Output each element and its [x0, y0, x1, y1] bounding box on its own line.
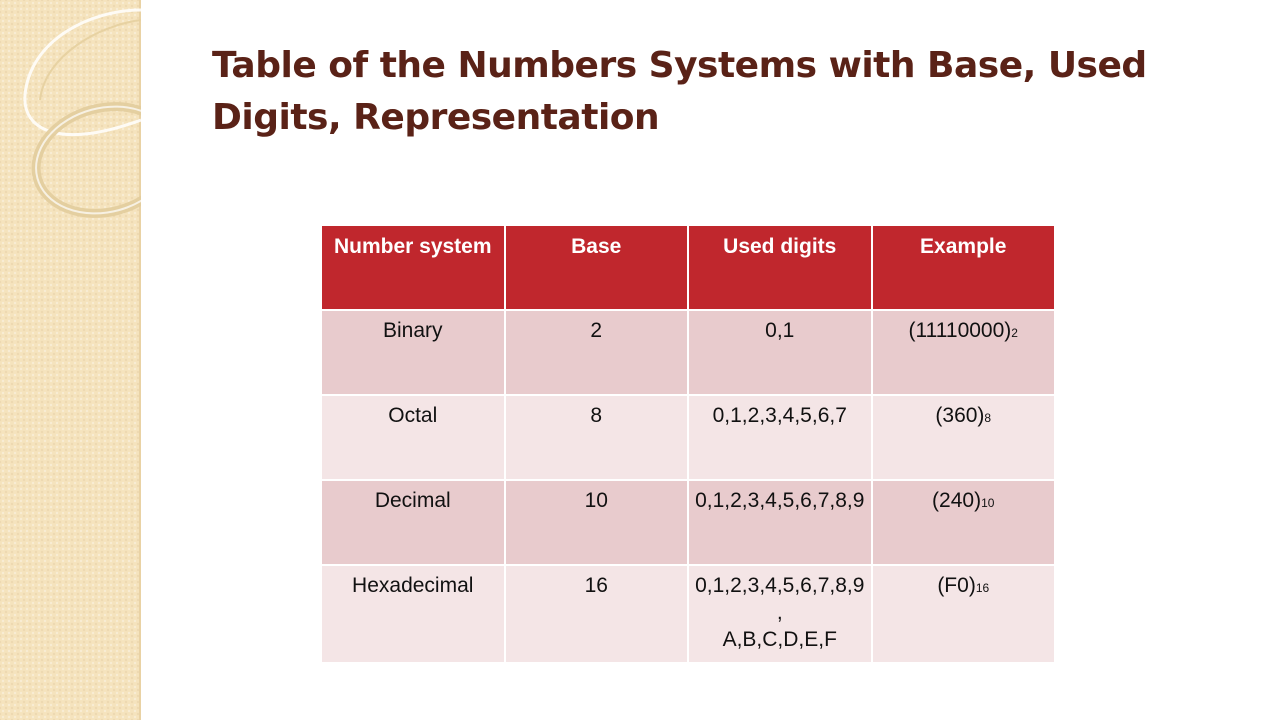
- example-base-subscript: 8: [984, 411, 992, 425]
- table-row-decimal: [321, 480, 1055, 565]
- example-base-subscript: 10: [981, 496, 995, 510]
- cell-digits: [688, 395, 872, 480]
- example-base-subscript: 16: [975, 581, 990, 595]
- digits-line: 0,1,2,3,4,5,6,7: [712, 404, 847, 427]
- digits-line: A,B,C,D,E,F: [722, 628, 837, 651]
- cell-base: 8: [505, 395, 689, 480]
- slide-title: Table of the Numbers Systems with Base, Used Digits, Representation: [212, 45, 1147, 138]
- cell-base: 16: [505, 565, 689, 663]
- cell-digits: [688, 565, 872, 663]
- number-systems-table: [320, 224, 1056, 664]
- cell-system: Decimal: [321, 480, 505, 565]
- cell-example: [872, 310, 1056, 395]
- cell-system: Octal: [321, 395, 505, 480]
- cell-example: [872, 565, 1056, 663]
- example-value: (11110000): [908, 319, 1012, 342]
- cell-base: 2: [505, 310, 689, 395]
- header-base: Base: [505, 225, 689, 310]
- table-row-binary: [321, 310, 1055, 395]
- example-value: (360): [935, 404, 985, 427]
- header-number-system: Number system: [321, 225, 505, 310]
- number-systems-table-container: [320, 224, 1056, 664]
- cell-example: [872, 480, 1056, 565]
- header-example: Example: [872, 225, 1056, 310]
- example-value: (240): [932, 489, 982, 512]
- decorative-side-panel: [0, 0, 141, 720]
- cell-digits: [688, 480, 872, 565]
- example-value: (F0): [937, 574, 976, 597]
- digits-line: 0,1,2,3,4,5,6,7,8,9: [695, 489, 865, 512]
- cell-system: Binary: [321, 310, 505, 395]
- cell-digits: [688, 310, 872, 395]
- digits-line: ,: [776, 601, 783, 624]
- digits-line: 0,1,2,3,4,5,6,7,8,9: [695, 574, 865, 597]
- example-base-subscript: 2: [1011, 326, 1018, 340]
- decorative-rings-graphic: [0, 0, 141, 720]
- cell-example: [872, 395, 1056, 480]
- header-used-digits: Used digits: [688, 225, 872, 310]
- table-row-hexadecimal: [321, 565, 1055, 663]
- table-header-row: [321, 225, 1055, 310]
- cell-base: 10: [505, 480, 689, 565]
- cell-system: Hexadecimal: [321, 565, 505, 663]
- table-row-octal: [321, 395, 1055, 480]
- digits-line: 0,1: [765, 319, 795, 342]
